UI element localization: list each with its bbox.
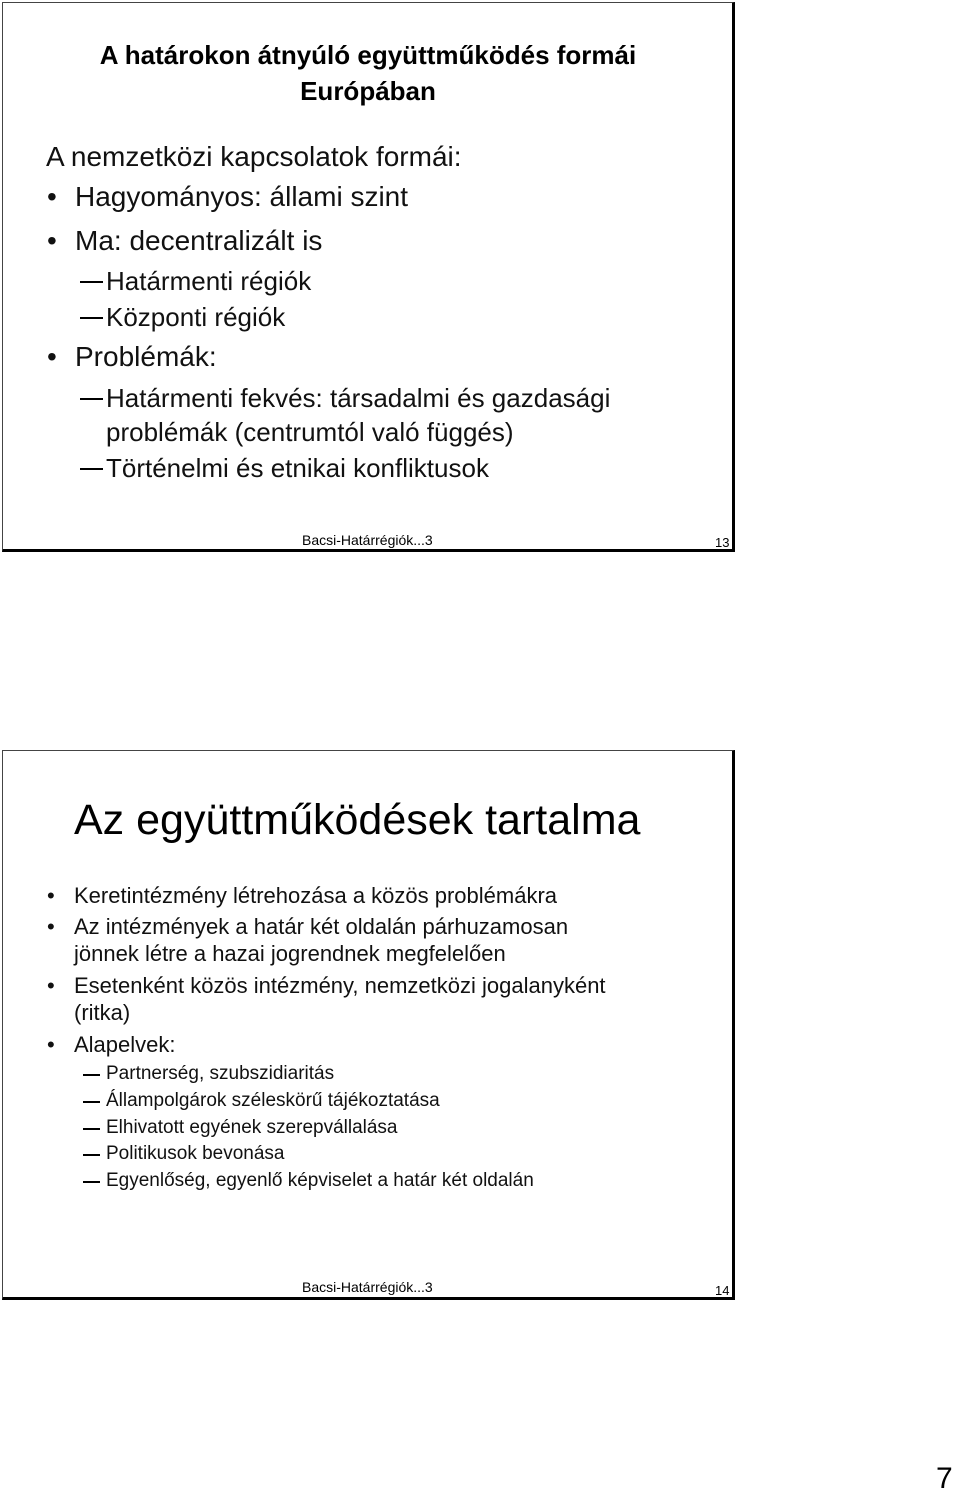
dash-icon [83, 1101, 100, 1103]
slide-14-sub-4c: Elhivatott egyének szerepvállalása [106, 1117, 398, 1138]
dash-icon [83, 1128, 100, 1130]
dash-icon [83, 1074, 100, 1076]
bullet-icon: • [47, 181, 57, 212]
slide-13-sub-3a-line-2: problémák (centrumtól való függés) [106, 417, 514, 447]
slide-14-sub-4a: Partnerség, szubszidiaritás [106, 1063, 335, 1084]
slide-14-sub-4e: Egyenlőség, egyenlő képviselet a határ két oldalán [106, 1170, 534, 1191]
bullet-icon: • [47, 914, 55, 939]
dash-icon [80, 468, 103, 470]
slide-14-sub-4b: Állampolgárok széleskörű tájékoztatása [106, 1090, 440, 1111]
slide-14-bullet-2-line-2: jönnek létre a hazai jogrendnek megfelelően [74, 941, 506, 966]
slide-14-bullet-4: Alapelvek: [74, 1032, 176, 1057]
sheet-page-number: 7 [936, 1462, 953, 1495]
bullet-icon: • [47, 883, 55, 908]
dash-icon [80, 317, 103, 319]
slide-13-intro: A nemzetközi kapcsolatok formái: [46, 141, 462, 172]
dash-icon [80, 398, 103, 400]
slide-14-bullet-3-line-1: Esetenként közös intézmény, nemzetközi jogalanyként [74, 973, 606, 998]
bullet-icon: • [47, 341, 57, 372]
slide-13-bullet-1: Hagyományos: állami szint [75, 181, 409, 212]
slide-13-title-line-2: Európában [300, 76, 436, 106]
dash-icon [83, 1154, 100, 1156]
slide-13 [2, 2, 735, 552]
slide-14-bullet-1: Keretintézmény létrehozása a közös problémákra [74, 883, 558, 908]
slide-13-page-number: 13 [715, 535, 730, 550]
slide-14-sub-4d: Politikusok bevonása [106, 1143, 285, 1164]
slide-13-sub-2b: Központi régiók [106, 302, 286, 332]
slide-13-sub-3a-line-1: Határmenti fekvés: társadalmi és gazdasági [106, 383, 611, 413]
slide-14-page-number: 14 [715, 1283, 730, 1298]
slide-13-sub-2a: Határmenti régiók [106, 266, 312, 296]
slide-13-bullet-2: Ma: decentralizált is [75, 225, 323, 256]
slide-14-bullet-2-line-1: Az intézmények a határ két oldalán párhuzamosan [74, 914, 569, 939]
dash-icon [83, 1181, 100, 1183]
slide-14-bullet-3-line-2: (ritka) [74, 1000, 131, 1025]
slide-13-sub-3b: Történelmi és etnikai konfliktusok [106, 453, 489, 483]
bullet-icon: • [47, 1032, 55, 1057]
bullet-icon: • [47, 973, 55, 998]
slide-13-title-line-1: A határokon átnyúló együttműködés formái [99, 40, 637, 70]
slide-14-footer: Bacsi-Határrégiók...3 [302, 1279, 433, 1295]
slide-13-bullet-3: Problémák: [75, 341, 217, 372]
slide-14 [2, 750, 735, 1300]
slide-13-footer: Bacsi-Határrégiók...3 [302, 532, 433, 548]
slide-14-title: Az együttműködések tartalma [74, 796, 641, 844]
bullet-icon: • [47, 225, 57, 256]
dash-icon [80, 281, 103, 283]
